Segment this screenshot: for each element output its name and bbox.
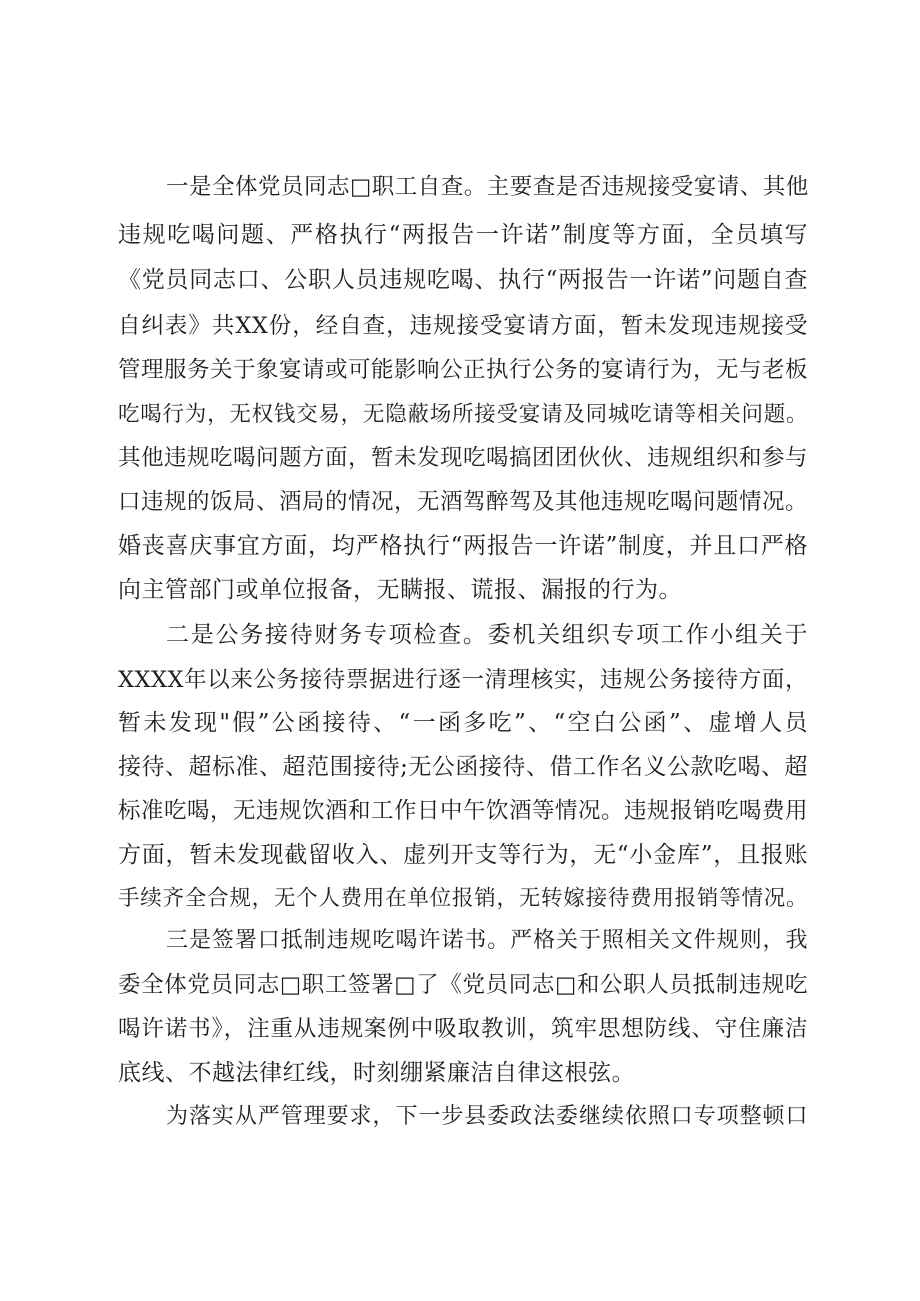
paragraph-1-line-3: 《党员同志口、公职人员违规吃喝、执行“两报告一许诺”问题自查 — [118, 267, 808, 293]
paragraph-1-line-7: 其他违规吃喝问题方面，暂未发现吃喝搞团团伙伙、违规组织和参与 — [118, 445, 809, 471]
paragraph-2-line-1: 二是公务接待财务专项检查。委机关组织专项工作小组关于 — [166, 622, 808, 648]
paragraph-1-line-4: 自纠表》共XX份，经自查，违规接受宴请方面，暂未发现违规接受 — [118, 313, 808, 339]
paragraph-4-line-1: 为落实从严管理要求，下一步县委政法委继续依照口专项整顿口 — [166, 1104, 808, 1129]
paragraph-3-line-2: 委全体党员同志□职工签署□了《党员同志□和公职人员抵制违规吃 — [118, 972, 808, 998]
paragraph-2-line-7: 手续齐全合规，无个人费用在单位报销，无转嫁接待费用报销等情况。 — [118, 886, 808, 911]
paragraph-3-line-3: 喝许诺书》，注重从违规案例中吸取教训，筑牢思想防线、守住廉洁 — [118, 1016, 808, 1042]
paragraph-3-line-4: 底线、不越法律红线，时刻绷紧廉洁自律这根弦。 — [118, 1060, 635, 1086]
paragraph-2-line-3: 暂未发现"假”公函接待、“一函多吃”、“空白公函”、虚增人员 — [118, 710, 808, 736]
paragraph-2-line-4: 接待、超标准、超范围接待;无公函接待、借工作名义公款吃喝、超 — [118, 754, 808, 780]
paragraph-1-line-1: 一是全体党员同志□职工自查。主要查是否违规接受宴请、其他 — [166, 174, 809, 200]
paragraph-2-line-5: 标准吃喝，无违规饮酒和工作日中午饮酒等情况。违规报销吃喝费用 — [118, 798, 809, 824]
paragraph-2-line-2: XXXX年以来公务接待票据进行逐一清理核实，违规公务接待方面， — [118, 667, 808, 693]
paragraph-1-line-2: 违规吃喝问题、严格执行“两报告一许诺”制度等方面，全员填写 — [118, 222, 808, 248]
paragraph-1-line-10: 向主管部门或单位报备，无瞒报、谎报、漏报的行为。 — [118, 577, 682, 603]
paragraph-1-line-9: 婚丧喜庆事宜方面，均严格执行“两报告一许诺”制度，并且口严格 — [118, 533, 808, 559]
paragraph-1-line-8: 口违规的饭局、酒局的情况，无酒驾醉驾及其他违规吃喝问题情况。 — [118, 489, 809, 515]
paragraph-1-line-5: 管理服务关于象宴请或可能影响公正执行公务的宴请行为，无与老板 — [118, 357, 809, 383]
paragraph-1-line-6: 吃喝行为，无权钱交易，无隐蔽场所接受宴请及同城吃请等相关问题。 — [118, 402, 808, 427]
paragraph-3-line-1: 三是签署口抵制违规吃喝许诺书。严格关于照相关文件规则，我 — [166, 928, 808, 953]
paragraph-2-line-6: 方面，暂未发现截留收入、虚列开支等行为，无“小金库”，且报账 — [118, 842, 808, 868]
